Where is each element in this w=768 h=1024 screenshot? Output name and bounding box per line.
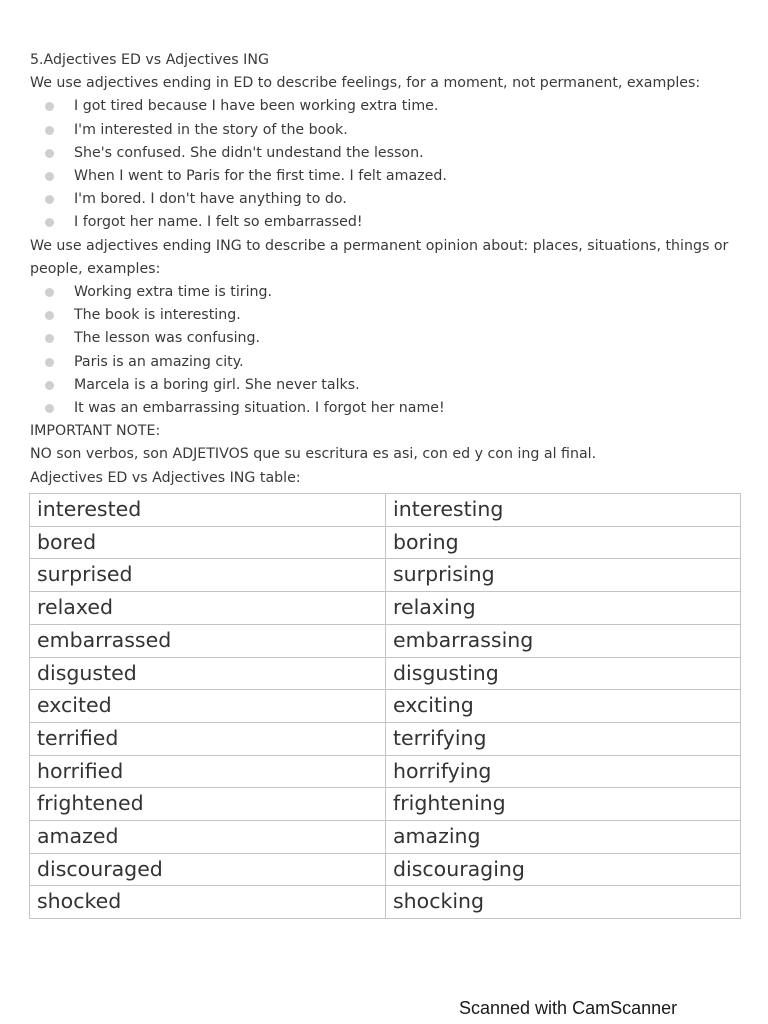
- table-row: [30, 690, 741, 723]
- bullet-icon: [45, 404, 54, 413]
- ed-cell: excited: [30, 690, 386, 723]
- list-item: [30, 142, 742, 165]
- table-row: [30, 624, 741, 657]
- ing-cell: disgusting: [386, 657, 741, 690]
- table-row: [30, 755, 741, 788]
- list-item: [30, 119, 742, 142]
- table-row: [30, 494, 741, 527]
- list-item: [30, 211, 742, 234]
- bullet-icon: [45, 149, 54, 158]
- ed-cell: bored: [30, 526, 386, 559]
- ing-cell: terrifying: [386, 722, 741, 755]
- ed-cell: relaxed: [30, 592, 386, 625]
- ed-examples-list: [30, 95, 742, 234]
- ed-cell: amazed: [30, 821, 386, 854]
- list-item: [30, 95, 742, 118]
- ed-cell: disgusted: [30, 657, 386, 690]
- ed-cell: horrified: [30, 755, 386, 788]
- adjectives-table: [29, 493, 741, 919]
- table-row: [30, 592, 741, 625]
- ing-example-text: Paris is an amazing city.: [74, 353, 244, 370]
- bullet-icon: [45, 381, 54, 390]
- bullet-icon: [45, 288, 54, 297]
- list-item: [30, 188, 742, 211]
- note-text: NO son verbos, son ADJETIVOS que su escritura es asi, con ed y con ing al final.: [30, 446, 597, 463]
- ing-example-text: It was an embarrassing situation. I forgot her name!: [74, 400, 445, 417]
- table-row: [30, 722, 741, 755]
- ing-cell: exciting: [386, 690, 741, 723]
- table-row: [30, 526, 741, 559]
- ing-cell: amazing: [386, 821, 741, 854]
- ed-example-text: I forgot her name. I felt so embarrassed!: [74, 214, 363, 231]
- ed-example-text: I'm interested in the story of the book.: [74, 121, 348, 138]
- ed-cell: surprised: [30, 559, 386, 592]
- bullet-icon: [45, 172, 54, 181]
- list-item: [30, 304, 742, 327]
- ed-example-text: When I went to Paris for the first time. I felt amazed.: [74, 168, 447, 185]
- ing-cell: frightening: [386, 788, 741, 821]
- ing-cell: boring: [386, 526, 741, 559]
- ing-cell: embarrassing: [386, 624, 741, 657]
- ing-examples-list: [30, 281, 742, 420]
- table-row: [30, 657, 741, 690]
- bullet-icon: [45, 334, 54, 343]
- ing-cell: horrifying: [386, 755, 741, 788]
- ing-cell: discouraging: [386, 853, 741, 886]
- ing-intro: We use adjectives ending ING to describe a permanent opinion about: places, situations, things or people, examples:: [30, 237, 729, 277]
- ed-cell: interested: [30, 494, 386, 527]
- ed-cell: terrified: [30, 722, 386, 755]
- bullet-icon: [45, 195, 54, 204]
- ed-example-text: I'm bored. I don't have anything to do.: [74, 191, 347, 208]
- bullet-icon: [45, 126, 54, 135]
- ed-cell: discouraged: [30, 853, 386, 886]
- bullet-icon: [45, 358, 54, 367]
- ed-cell: shocked: [30, 886, 386, 919]
- ing-example-text: The lesson was confusing.: [74, 330, 261, 347]
- ed-intro: We use adjectives ending in ED to describe feelings, for a moment, not permanent, examples:: [30, 75, 701, 92]
- ing-example-text: The book is interesting.: [74, 307, 241, 324]
- list-item: [30, 327, 742, 350]
- list-item: [30, 374, 742, 397]
- camscanner-watermark: Scanned with CamScanner: [459, 998, 678, 1018]
- ed-example-text: She's confused. She didn't undestand the lesson.: [74, 144, 424, 161]
- list-item: [30, 397, 742, 420]
- table-row: [30, 788, 741, 821]
- list-item: [30, 165, 742, 188]
- ing-cell: shocking: [386, 886, 741, 919]
- table-row: [30, 886, 741, 919]
- list-item: [30, 281, 742, 304]
- table-row: [30, 821, 741, 854]
- ing-example-text: Marcela is a boring girl. She never talks.: [74, 376, 360, 393]
- ing-cell: interesting: [386, 494, 741, 527]
- bullet-icon: [45, 218, 54, 227]
- ing-example-text: Working extra time is tiring.: [74, 284, 273, 301]
- section-title: 5.Adjectives ED vs Adjectives ING: [30, 52, 269, 68]
- bullet-icon: [45, 311, 54, 320]
- ed-cell: frightened: [30, 788, 386, 821]
- list-item: [30, 351, 742, 374]
- ed-example-text: I got tired because I have been working extra time.: [74, 98, 439, 115]
- note-heading: IMPORTANT NOTE:: [30, 423, 161, 440]
- ing-cell: surprising: [386, 559, 741, 592]
- table-caption: Adjectives ED vs Adjectives ING table:: [30, 469, 301, 486]
- ed-cell: embarrassed: [30, 624, 386, 657]
- document-body: [30, 49, 742, 490]
- ing-cell: relaxing: [386, 592, 741, 625]
- table-row: [30, 559, 741, 592]
- table-row: [30, 853, 741, 886]
- bullet-icon: [45, 102, 54, 111]
